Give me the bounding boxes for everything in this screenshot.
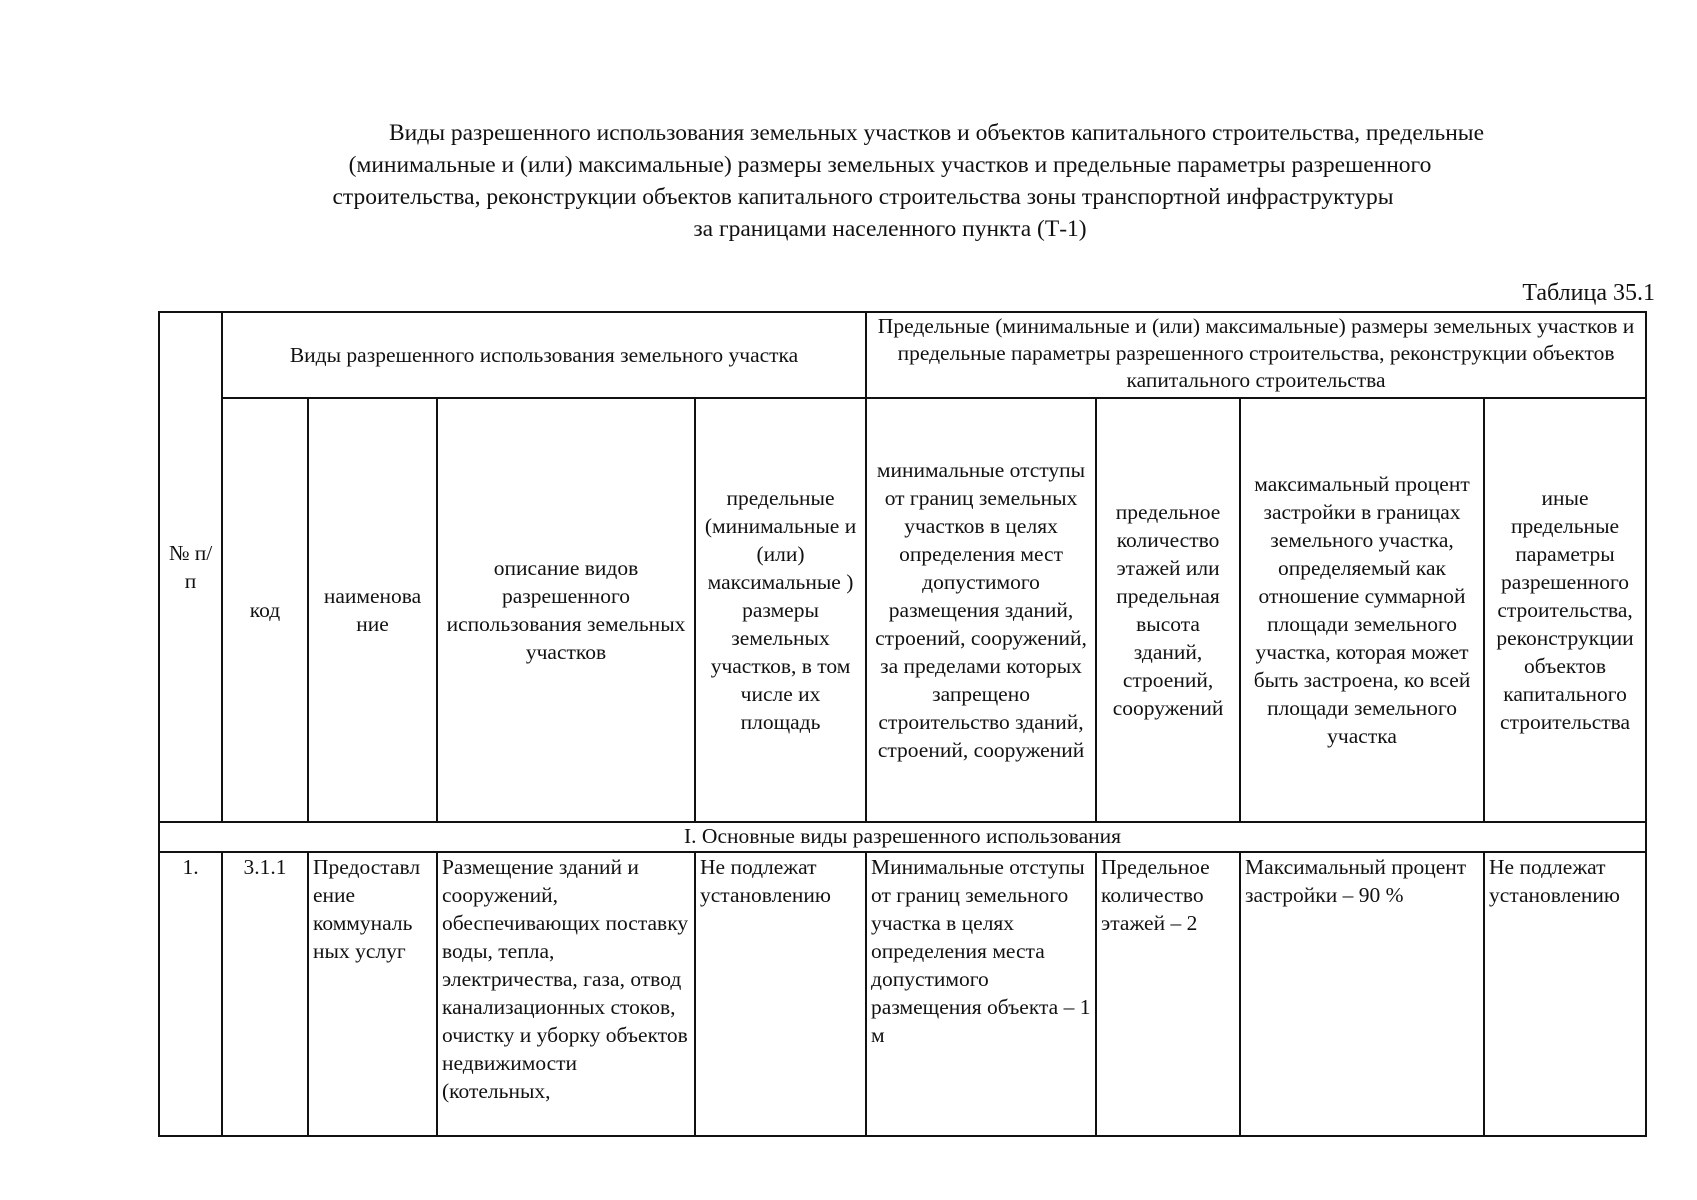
header-description: описание видов разрешенного использования земельных участков xyxy=(437,398,695,822)
cell-code: 3.1.1 xyxy=(222,852,308,1136)
cell-plot-size: Не подлежат установлению xyxy=(695,852,866,1136)
header-setbacks: минимальные отступы от границ земельных участков в целях определения мест допустимого размещения зданий, строений, сооружений, за пределами которых запрещено строительство зданий, строений, сооружений xyxy=(866,398,1096,822)
header-num: № п/п xyxy=(159,312,222,822)
header-name: наименова ние xyxy=(308,398,437,822)
title-line-3: строительства, реконструкции объектов капитального строительства зоны транспортной инфраструктуры xyxy=(332,184,1394,210)
header-coverage: максимальный процент застройки в границах земельного участка, определяемый как отношение суммарной площади земельного участка, которая может быть застроена, ко всей площади земельного участка xyxy=(1240,398,1484,822)
cell-other: Не подлежат установлению xyxy=(1484,852,1646,1136)
cell-setbacks: Минимальные отступы от границ земельного участка в целях определения места допустимого размещения объекта – 1 м xyxy=(866,852,1096,1136)
header-other: иные предельные параметры разрешенного строительства, реконструкции объектов капитального строительства xyxy=(1484,398,1646,822)
table-number: Таблица 35.1 xyxy=(1522,280,1655,306)
header-group-use-types: Виды разрешенного использования земельного участка xyxy=(222,312,866,398)
title-line-2: (минимальные и (или) максимальные) размеры земельных участков и предельные параметры разрешенного xyxy=(348,152,1432,178)
title-line-4: за границами населенного пункта (Т-1) xyxy=(693,216,1087,242)
table-row xyxy=(159,852,1646,1136)
cell-name: Предоставл ение коммуналь ных услуг xyxy=(308,852,437,1136)
cell-coverage: Максимальный процент застройки – 90 % xyxy=(1240,852,1484,1136)
header-plot-size: предельные (минимальные и (или) максимальные ) размеры земельных участков, в том числе их площадь xyxy=(695,398,866,822)
cell-floors: Предельное количество этажей – 2 xyxy=(1096,852,1240,1136)
header-code: код xyxy=(222,398,308,822)
title-line-1: Виды разрешенного использования земельных участков и объектов капитального строительства, предельные xyxy=(389,120,1484,146)
header-group-limits: Предельные (минимальные и (или) максимальные) размеры земельных участков и предельные параметры разрешенного строительства, реконструкции объектов капитального строительства xyxy=(866,312,1646,398)
header-floors: предельное количество этажей или предельная высота зданий, строений, сооружений xyxy=(1096,398,1240,822)
land-use-table xyxy=(158,311,1647,1137)
document-title xyxy=(160,117,1620,245)
cell-num: 1. xyxy=(159,852,222,1136)
cell-description: Размещение зданий и сооружений, обеспечивающих поставку воды, тепла, электричества, газа, отвод канализационных стоков, очистку и уборку объектов недвижимости (котельных, xyxy=(437,852,695,1136)
section-title: I. Основные виды разрешенного использования xyxy=(159,822,1646,852)
